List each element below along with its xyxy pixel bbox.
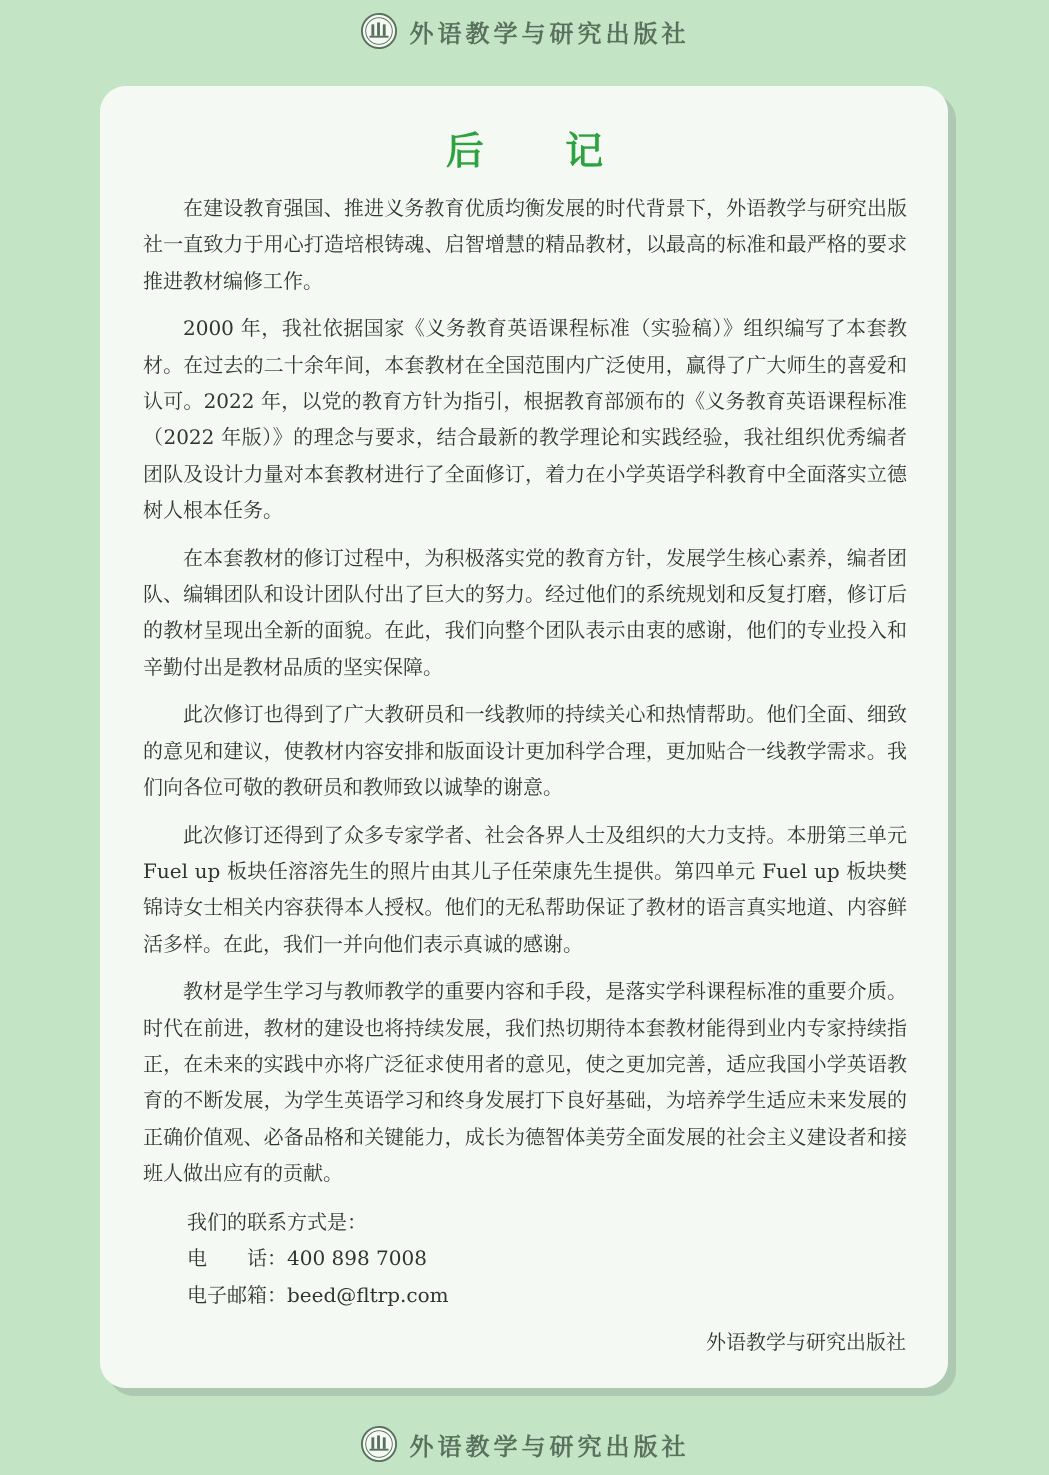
contact-phone: 电 话：400 898 7008 [187, 1246, 427, 1271]
publisher-logo-icon [360, 12, 398, 50]
contact-block [187, 1204, 449, 1313]
paragraph: 教材是学生学习与教师教学的重要内容和手段，是落实学科课程标准的重要介质。时代在前进，教材的建设也将持续发展，我们热切期待本套教材能得到业内专家持续指正，在未来的实践中亦将广泛征求使用者的意见，使之更加完善，适应我国小学英语教育的不断发展，为学生英语学习和终身发展打下良好基础，为培养学生适应未来发展的正确价值观、必备品格和关键能力，成长为德智体美劳全面发展的社会主义建设者和接班人做出应有的贡献。 [143, 979, 907, 1186]
publisher-logo-icon [360, 1425, 398, 1463]
publisher-name: 外语教学与研究出版社 [409, 19, 690, 48]
paragraph: 此次修订还得到了众多专家学者、社会各界人士及组织的大力支持。本册第三单元 Fuel up 板块任溶溶先生的照片由其儿子任荣康先生提供。第四单元 Fuel up 板块樊锦诗女士相关内容获得本人授权。他们的无私帮助保证了教材的语言真实地道、内容鲜活多样。在此，我们一并向他们表示真诚的感谢。 [143, 822, 907, 956]
afterword-body [143, 190, 907, 1203]
page-title: 后 记 [445, 129, 638, 173]
paragraph: 此次修订也得到了广大教研员和一线教师的持续关心和热情帮助。他们全面、细致的意见和建议，使教材内容安排和版面设计更加科学合理，更加贴合一线教学需求。我们向各位可敬的教研员和教师致以诚挚的谢意。 [143, 702, 907, 800]
paragraph: 2000 年，我社依据国家《义务教育英语课程标准（实验稿）》组织编写了本套教材。在过去的二十余年间，本套教材在全国范围内广泛使用，赢得了广大师生的喜爱和认可。2022 年，以党的教育方针为指引，根据教育部颁布的《义务教育英语课程标准（2022 年版）》的理念与要求，结合最新的教学理论和实践经验，我社组织优秀编者团队及设计力量对本套教材进行了全面修订，着力在小学英语学科教育中全面落实立德树人根本任务。 [143, 316, 907, 523]
contact-intro: 我们的联系方式是： [187, 1210, 367, 1234]
contact-email: 电子邮箱：beed@fltrp.com [187, 1282, 449, 1307]
header-brand [0, 8, 1049, 54]
signature: 外语教学与研究出版社 [706, 1330, 906, 1354]
paragraph: 在本套教材的修订过程中，为积极落实党的教育方针，发展学生核心素养，编者团队、编辑团队和设计团队付出了巨大的努力。经过他们的系统规划和反复打磨，修订后的教材呈现出全新的面貌。在此，我们向整个团队表示由衷的感谢，他们的专业投入和辛勤付出是教材品质的坚实保障。 [143, 545, 907, 679]
paragraph: 在建设教育强国、推进义务教育优质均衡发展的时代背景下，外语教学与研究出版社一直致力于用心打造培根铸魂、启智增慧的精品教材，以最高的标准和最严格的要求推进教材编修工作。 [143, 196, 907, 293]
publisher-name: 外语教学与研究出版社 [409, 1432, 690, 1461]
footer-brand [0, 1420, 1049, 1468]
